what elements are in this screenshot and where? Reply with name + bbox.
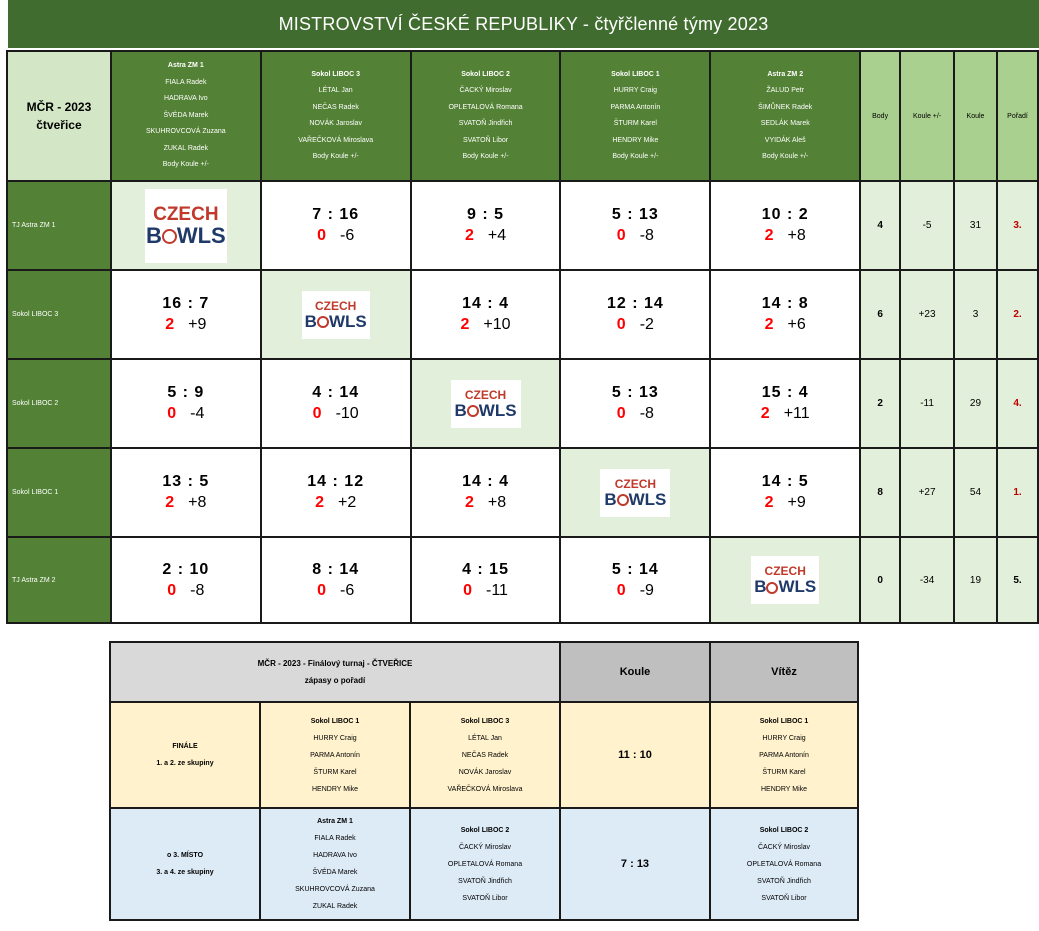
match-diff: -2 <box>639 316 654 333</box>
finals-stage-desc: 1. a 2. ze skupiny <box>156 760 214 767</box>
table-row <box>7 359 1038 448</box>
match-cell <box>560 359 710 448</box>
self-match-cell <box>560 448 710 537</box>
finals-title-line: MČR - 2023 - Finálový turnaj - ČTVEŘICE <box>257 659 413 668</box>
finals-stage-name: FINÁLE <box>172 743 198 750</box>
row-koule: 3 <box>954 270 997 359</box>
corner-title: MČR - 2023 <box>26 100 92 114</box>
column-player: ČACKÝ Miroslav <box>459 87 512 94</box>
column-header <box>411 51 561 181</box>
match-score: 8 : 14 <box>312 560 360 578</box>
match-cell <box>261 181 411 270</box>
row-koule: 54 <box>954 448 997 537</box>
finals-player: FIALA Radek <box>314 835 356 842</box>
match-diff: -10 <box>335 405 359 422</box>
match-score: 5 : 14 <box>611 560 659 578</box>
finals-player: NEČAS Radek <box>461 751 509 759</box>
finals-winner-player: ŠTURM Karel <box>762 768 806 776</box>
match-diff: -4 <box>190 405 205 422</box>
match-diff: -11 <box>486 581 508 599</box>
finals-player: HURRY Craig <box>313 734 357 742</box>
match-score: 7 : 16 <box>312 206 360 223</box>
match-points-line <box>412 494 560 512</box>
row-koule: 31 <box>954 181 997 270</box>
match-diff: +10 <box>483 316 511 333</box>
header-row <box>7 51 1038 181</box>
match-points: 0 <box>312 405 322 422</box>
match-points: 0 <box>616 581 626 599</box>
match-cell <box>261 359 411 448</box>
finals-result: 7 : 13 <box>560 808 710 920</box>
column-player: LÉTAL Jan <box>318 87 353 94</box>
logo-text-top: CZECH <box>153 203 219 225</box>
match-cell <box>710 448 860 537</box>
match-points-line <box>711 227 859 245</box>
logo-letter: B <box>754 577 767 596</box>
match-points-line <box>262 405 410 423</box>
match-points-line <box>112 582 260 600</box>
column-team-name: Astra ZM 1 <box>167 62 204 70</box>
finals-team-name: Astra ZM 1 <box>317 818 353 825</box>
match-points-line <box>262 227 410 245</box>
column-player: ŠTURM Karel <box>613 120 657 127</box>
match-diff: +4 <box>487 227 507 244</box>
match-points: 0 <box>616 316 626 333</box>
match-points-line <box>561 316 709 334</box>
column-player: ŠIMŮNEK Radek <box>758 103 813 111</box>
row-team-name: TJ Astra ZM 2 <box>7 537 111 623</box>
finals-result: 11 : 10 <box>560 702 710 808</box>
table-row <box>7 181 1038 270</box>
match-points-line <box>412 316 560 334</box>
column-player: ŽALUD Petr <box>766 87 805 94</box>
page-title: MISTROVSTVÍ ČESKÉ REPUBLIKY - čtyřčlenné týmy 2023 <box>8 0 1039 48</box>
column-player: ŠVÉDA Marek <box>163 111 209 119</box>
bowl-icon <box>317 316 329 328</box>
finals-winner-player: SVATOŇ Jindřich <box>757 877 811 885</box>
logo-text-bottom <box>302 312 370 331</box>
match-score: 13 : 5 <box>162 473 210 490</box>
finals-player: ČACKÝ Miroslav <box>458 843 512 851</box>
finals-team-name: Sokol LIBOC 1 <box>310 717 360 725</box>
finals-player: ŠVÉDA Marek <box>312 869 358 876</box>
finals-winner-cell <box>710 808 858 920</box>
finals-stage-name: o 3. MÍSTO <box>166 852 204 859</box>
match-points: 2 <box>464 494 474 511</box>
column-legend: Body Koule +/- <box>162 161 209 169</box>
row-team-name: Sokol LIBOC 1 <box>7 448 111 537</box>
corner-subtitle: čtveřice <box>36 118 82 132</box>
match-points: 0 <box>317 581 327 599</box>
column-player: NOVÁK Jaroslav <box>309 120 362 127</box>
match-points-line <box>561 582 709 600</box>
row-body: 4 <box>860 181 900 270</box>
match-points-line <box>412 227 560 245</box>
match-cell <box>261 537 411 623</box>
column-legend: Body Koule +/- <box>612 153 659 160</box>
match-cell <box>411 448 561 537</box>
finals-player: OPLETALOVÁ Romana <box>447 860 523 868</box>
column-player: HADRAVA Ivo <box>163 95 208 103</box>
match-score: 5 : 13 <box>611 206 659 223</box>
match-score: 4 : 14 <box>312 384 360 401</box>
match-score: 14 : 8 <box>761 295 809 312</box>
row-rank: 2. <box>997 270 1038 359</box>
match-cell <box>111 537 261 623</box>
column-team-name: Sokol LIBOC 3 <box>311 70 360 78</box>
finals-table <box>109 641 859 921</box>
logo-letters: WLS <box>478 400 517 420</box>
finals-winner-player: PARMA Antonín <box>759 751 809 759</box>
self-match-cell <box>261 270 411 359</box>
finals-winner-player: HURRY Craig <box>762 734 806 742</box>
finals-team-cell <box>410 808 560 920</box>
match-points: 0 <box>616 227 626 244</box>
match-cell <box>111 448 261 537</box>
match-points: 0 <box>616 405 626 422</box>
match-points: 2 <box>165 494 175 511</box>
match-points: 2 <box>764 227 774 244</box>
match-points: 0 <box>167 405 177 422</box>
column-player: ZUKAL Radek <box>163 144 209 152</box>
match-score: 5 : 9 <box>167 384 205 401</box>
logo-text-top: CZECH <box>315 298 357 313</box>
finals-winner-player: ČACKÝ Miroslav <box>757 843 811 851</box>
row-koule: 29 <box>954 359 997 448</box>
row-koule-diff: -34 <box>900 537 954 623</box>
column-player: OPLETALOVÁ Romana <box>448 103 523 111</box>
match-points-line <box>412 582 560 600</box>
match-points-line <box>561 227 709 245</box>
match-cell <box>411 537 561 623</box>
finals-row <box>110 808 858 920</box>
column-header <box>111 51 261 181</box>
logo-letters: WLS <box>628 489 667 509</box>
match-diff: -8 <box>190 581 205 599</box>
match-cell <box>261 448 411 537</box>
row-team-name: Sokol LIBOC 2 <box>7 359 111 448</box>
match-diff: +8 <box>487 494 507 511</box>
match-points: 0 <box>317 227 327 244</box>
row-koule-diff: -5 <box>900 181 954 270</box>
match-cell <box>560 270 710 359</box>
bowl-icon <box>766 582 778 594</box>
column-player: SVATOŇ Libor <box>462 136 509 144</box>
finals-player: ZUKAL Radek <box>312 903 358 910</box>
match-diff: -6 <box>340 227 355 244</box>
row-rank: 3. <box>997 181 1038 270</box>
czech-bowls-logo <box>451 380 521 428</box>
column-player: SVATOŇ Jindřich <box>458 120 513 127</box>
bowl-icon <box>162 229 177 244</box>
column-header <box>710 51 860 181</box>
row-koule-diff: +27 <box>900 448 954 537</box>
column-player: PARMA Antonín <box>610 103 661 111</box>
logo-letter: B <box>145 222 162 248</box>
match-points-line <box>112 316 260 334</box>
match-cell <box>111 270 261 359</box>
row-rank: 4. <box>997 359 1038 448</box>
self-match-cell <box>411 359 561 448</box>
finals-team-cell <box>410 702 560 808</box>
match-score: 14 : 4 <box>462 295 509 312</box>
body-header: Body <box>860 51 900 181</box>
match-score: 15 : 4 <box>761 384 809 401</box>
match-diff: -8 <box>639 405 654 422</box>
finals-header-row <box>110 642 858 702</box>
column-legend: Body Koule +/- <box>762 153 809 160</box>
finals-subtitle-line: zápasy o pořadí <box>304 676 366 685</box>
row-body: 2 <box>860 359 900 448</box>
self-match-cell <box>111 181 261 270</box>
row-body: 0 <box>860 537 900 623</box>
match-diff: +8 <box>787 227 806 244</box>
finals-player: NOVÁK Jaroslav <box>458 768 512 776</box>
match-points-line <box>112 405 260 423</box>
czech-bowls-logo <box>302 291 370 339</box>
bowl-icon <box>467 405 479 417</box>
finals-player: PARMA Antonín <box>310 751 360 759</box>
column-header <box>560 51 710 181</box>
row-body: 8 <box>860 448 900 537</box>
match-score: 9 : 5 <box>467 206 505 223</box>
logo-text-bottom <box>451 401 521 420</box>
koule-diff-header: Koule +/- <box>900 51 954 181</box>
finals-stage-label <box>110 702 260 808</box>
match-points: 2 <box>460 316 470 333</box>
column-team-name: Sokol LIBOC 2 <box>461 70 510 78</box>
column-legend: Body Koule +/- <box>312 153 359 160</box>
column-player: HENDRY Mike <box>612 136 659 144</box>
match-points: 0 <box>167 581 177 599</box>
match-points-line <box>112 494 260 512</box>
match-cell <box>710 270 860 359</box>
match-points-line <box>711 316 859 334</box>
finals-player: SKUHROVCOVÁ Zuzana <box>295 886 375 893</box>
match-points: 2 <box>464 227 474 244</box>
column-legend: Body Koule +/- <box>462 153 509 160</box>
row-rank: 5. <box>997 537 1038 623</box>
match-diff: +2 <box>338 494 357 511</box>
finals-stage-label <box>110 808 260 920</box>
match-diff: -8 <box>639 227 654 244</box>
match-points: 2 <box>165 316 175 333</box>
match-diff: +6 <box>787 316 806 333</box>
match-diff: +9 <box>188 316 207 333</box>
row-koule-diff: +23 <box>900 270 954 359</box>
finals-player: SVATOŇ Jindřich <box>458 877 512 885</box>
finals-row <box>110 702 858 808</box>
self-match-cell <box>710 537 860 623</box>
match-diff: -6 <box>340 581 355 599</box>
column-header <box>261 51 411 181</box>
match-cell <box>710 181 860 270</box>
match-cell <box>411 270 561 359</box>
column-player: VAŘEČKOVÁ Miroslava <box>298 136 374 144</box>
column-player: FIALA Radek <box>165 78 207 86</box>
match-diff: +11 <box>783 405 810 422</box>
row-body: 6 <box>860 270 900 359</box>
match-score: 5 : 13 <box>611 384 659 401</box>
match-score: 16 : 7 <box>162 295 210 312</box>
finals-player: HENDRY Mike <box>311 785 359 793</box>
finals-team-name: Sokol LIBOC 2 <box>460 826 510 834</box>
match-score: 14 : 12 <box>307 473 365 490</box>
finals-winner-cell <box>710 702 858 808</box>
finals-team-cell <box>260 702 410 808</box>
match-points-line <box>711 405 859 423</box>
table-row <box>7 448 1038 537</box>
logo-letter: B <box>454 400 467 420</box>
koule-header: Koule <box>954 51 997 181</box>
czech-bowls-logo <box>145 189 227 263</box>
group-table <box>6 50 1039 624</box>
match-cell <box>111 359 261 448</box>
finals-team-name: Sokol LIBOC 3 <box>460 717 510 725</box>
finals-winner-player: SVATOŇ Libor <box>761 894 807 902</box>
finals-koule-header: Koule <box>560 642 710 702</box>
logo-text-top: CZECH <box>764 564 806 578</box>
logo-text-top: CZECH <box>614 476 657 491</box>
column-player: SKUHROVCOVÁ Zuzana <box>145 128 226 136</box>
poradi-header: Pořadí <box>997 51 1038 181</box>
table-row <box>7 537 1038 623</box>
finals-title <box>110 642 560 702</box>
match-score: 14 : 5 <box>761 473 809 490</box>
match-score: 14 : 4 <box>462 473 509 490</box>
match-score: 10 : 2 <box>761 206 809 223</box>
match-points: 2 <box>315 494 325 511</box>
finals-player: LÉTAL Jan <box>468 734 502 742</box>
row-koule: 19 <box>954 537 997 623</box>
match-points: 0 <box>463 581 473 599</box>
match-diff: -9 <box>639 581 654 599</box>
match-points-line <box>711 494 859 512</box>
column-player: NEČAS Radek <box>312 103 359 111</box>
column-player: VYIDÁK Aleš <box>764 136 806 144</box>
match-cell <box>411 181 561 270</box>
match-score: 12 : 14 <box>606 295 664 312</box>
logo-text-top: CZECH <box>464 387 507 402</box>
match-points: 2 <box>760 405 770 422</box>
match-cell <box>560 537 710 623</box>
column-team-name: Astra ZM 2 <box>767 70 804 78</box>
czech-bowls-logo <box>751 556 819 604</box>
finals-team-cell <box>260 808 410 920</box>
match-score: 2 : 10 <box>162 560 210 578</box>
match-diff: +8 <box>188 494 207 511</box>
finals-player: ŠTURM Karel <box>313 768 357 776</box>
logo-letters: WLS <box>778 577 817 596</box>
finals-winner-player: HENDRY Mike <box>760 785 808 793</box>
match-points-line <box>262 582 410 600</box>
finals-stage-desc: 3. a 4. ze skupiny <box>156 869 214 876</box>
match-points-line <box>561 405 709 423</box>
row-rank: 1. <box>997 448 1038 537</box>
logo-text-bottom <box>600 490 670 509</box>
finals-player: VAŘEČKOVÁ Miroslava <box>447 785 523 793</box>
finals-winner-header: Vítěz <box>710 642 858 702</box>
match-diff: +9 <box>787 494 806 511</box>
row-team-name: TJ Astra ZM 1 <box>7 181 111 270</box>
match-score: 4 : 15 <box>462 560 509 578</box>
finals-winner-player: OPLETALOVÁ Romana <box>746 860 822 868</box>
match-points: 2 <box>764 316 774 333</box>
finals-player: HADRAVA Ivo <box>313 852 357 859</box>
finals-winner-name: Sokol LIBOC 1 <box>759 717 809 725</box>
logo-letter: B <box>304 311 317 331</box>
czech-bowls-logo <box>600 469 670 517</box>
finals-winner-name: Sokol LIBOC 2 <box>759 826 809 834</box>
match-points: 2 <box>764 494 774 511</box>
table-row <box>7 270 1038 359</box>
match-points-line <box>262 494 410 512</box>
logo-text-bottom <box>751 577 819 596</box>
match-cell <box>710 359 860 448</box>
match-cell <box>560 181 710 270</box>
column-team-name: Sokol LIBOC 1 <box>611 70 660 78</box>
corner-cell <box>7 51 111 181</box>
column-player: HURRY Craig <box>613 87 658 94</box>
row-team-name: Sokol LIBOC 3 <box>7 270 111 359</box>
logo-letters: WLS <box>176 222 226 248</box>
row-koule-diff: -11 <box>900 359 954 448</box>
logo-letters: WLS <box>328 311 367 331</box>
bowl-icon <box>617 494 629 506</box>
logo-text-bottom <box>145 224 227 248</box>
column-player: SEDLÁK Marek <box>760 120 810 127</box>
finals-player: SVATOŇ Libor <box>462 894 508 902</box>
logo-letter: B <box>604 489 617 509</box>
